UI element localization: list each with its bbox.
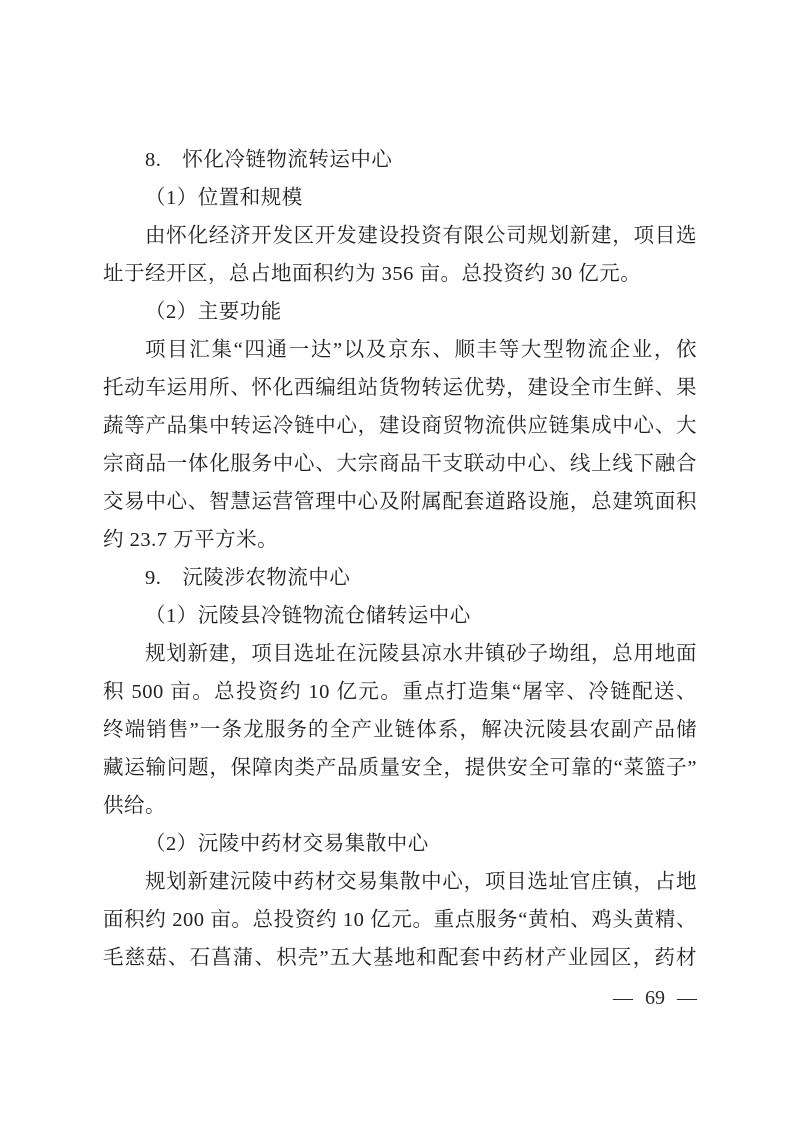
section-heading [103, 559, 697, 597]
text-line: 供给。 [103, 795, 166, 817]
text-line: 托动车运用所、怀化西编组站货物转运优势，建设全市生鲜、果 [103, 377, 697, 399]
section-heading [103, 141, 697, 179]
body-paragraph [103, 635, 697, 825]
text-line: 毛慈菇、石菖蒲、枳壳”五大基地和配套中药材产业园区，药材 [103, 947, 697, 969]
section-heading [103, 825, 697, 863]
body-paragraph [103, 863, 697, 977]
text-line: 8. 怀化冷链物流转运中心 [145, 149, 393, 171]
section-heading [103, 293, 697, 331]
text-line: 终端销售”一条龙服务的全产业链体系，解决沅陵县农副产品储 [103, 719, 697, 741]
body-paragraph [103, 331, 697, 559]
text-line: 积 500 亩。总投资约 10 亿元。重点打造集“屠宰、冷链配送、 [103, 681, 697, 703]
text-line: 面积约 200 亩。总投资约 10 亿元。重点服务“黄柏、鸡头黄精、 [103, 909, 697, 931]
text-line: （1）位置和规模 [145, 187, 303, 209]
text-line: 由怀化经济开发区开发建设投资有限公司规划新建，项目选 [145, 225, 697, 247]
text-line: 蔬等产品集中转运冷链中心，建设商贸物流供应链集成中心、大 [103, 415, 697, 437]
text-line: （1）沅陵县冷链物流仓储转运中心 [145, 605, 471, 627]
text-line: 9. 沅陵涉农物流中心 [145, 567, 351, 589]
text-line: 藏运输问题，保障肉类产品质量安全，提供安全可靠的“菜篮子” [103, 757, 697, 779]
text-line: 交易中心、智慧运营管理中心及附属配套道路设施，总建筑面积 [103, 491, 697, 513]
text-line: （2）沅陵中药材交易集散中心 [145, 833, 429, 855]
text-line: 项目汇集“四通一达”以及京东、顺丰等大型物流企业，依 [145, 339, 697, 361]
text-line: 规划新建沅陵中药材交易集散中心，项目选址官庄镇，占地 [145, 871, 697, 893]
text-line: 约 23.7 万平方米。 [103, 529, 279, 551]
text-line: 址于经开区，总占地面积约为 356 亩。总投资约 30 亿元。 [103, 263, 642, 285]
page-number: — 69 — [613, 987, 697, 1009]
document-body [103, 141, 697, 977]
text-line: 宗商品一体化服务中心、大宗商品干支联动中心、线上线下融合 [103, 453, 697, 475]
section-heading [103, 179, 697, 217]
text-line: （2）主要功能 [145, 301, 282, 323]
body-paragraph [103, 217, 697, 293]
section-heading [103, 597, 697, 635]
text-line: 规划新建，项目选址在沅陵县凉水井镇砂子坳组，总用地面 [145, 643, 697, 665]
